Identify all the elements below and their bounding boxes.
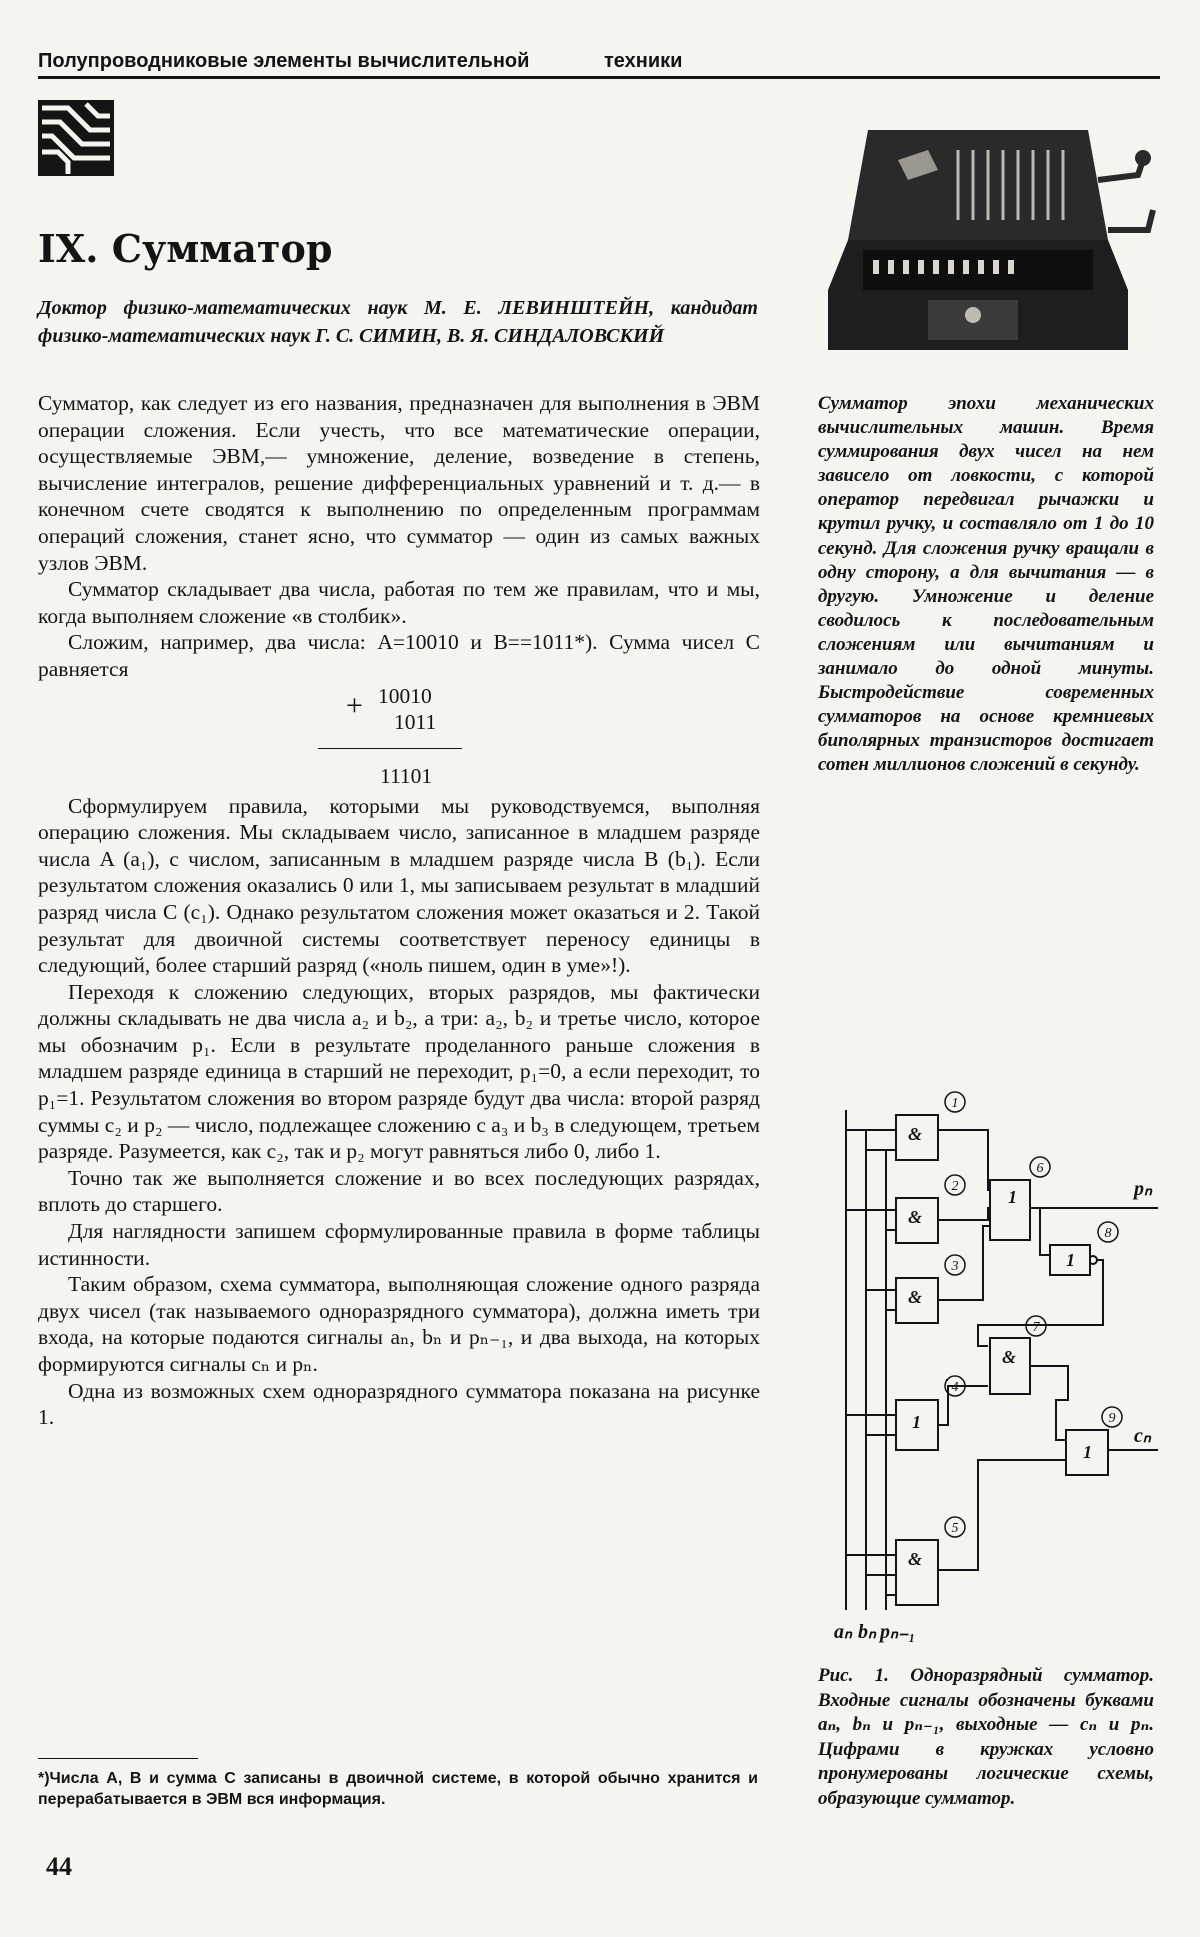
header-left: Полупроводниковые элементы вычислительной — [38, 50, 530, 72]
sum-operand-a: 10010 — [378, 683, 432, 708]
footnote: *)Числа A, B и сумма C записаны в двоичной системе, в которой обычно хранится и перерабатывается в ЭВМ вся информация. — [38, 1770, 758, 1808]
chapter-logo-icon — [38, 100, 114, 176]
gate-label: & — [1002, 1347, 1017, 1367]
gate-label: & — [908, 1207, 923, 1227]
sum-result: 11101 — [380, 763, 433, 788]
gate-number: 4 — [951, 1380, 959, 1395]
gate-label: 1 — [1083, 1442, 1092, 1462]
gate-label: & — [908, 1287, 923, 1307]
paragraph: Сумматор, как следует из его названия, предназначен для выполнения в ЭВМ операции сложения. Если учесть, что все математические операции, осуществляемые ЭВМ,— умножение, деление, возведение в степень, вычисление интегралов, решение дифференциальных уравнений и т. д.— в конечном счете сводятся к выполнению по определенным программам операций сложения, станет ясно, что сумматор — один из самых важных узлов ЭВМ. — [38, 391, 760, 575]
figure-caption: Рис. 1. Одноразрядный сумматор. Входные сигналы обозначены буквами aₙ, bₙ и pₙ₋₁, выходные — cₙ и pₙ. Цифрами в кружках условно пронумерованы логические схемы, образующие сумматор. — [818, 1665, 1154, 1809]
gate-number: 9 — [1108, 1411, 1116, 1426]
paragraph: Сложим, например, два числа: A=10010 и B==1011*). Сумма чисел C равняется — [38, 630, 760, 681]
plus-sign: + — [346, 688, 363, 722]
binary-sum — [38, 683, 760, 793]
mechanical-adder-photo — [808, 120, 1158, 370]
sum-rule — [318, 748, 462, 749]
paragraph: Сформулируем правила, которыми мы руководствуемся, выполняя операцию сложения. Мы складываем число, записанное в младшем разряде числа A (a₁), с числом, записанным в младшем разряде числа B (b₁). Если результатом сложения оказались 0 или 1, мы записываем результат в младший разряд числа C (c₁). Однако результатом сложения может оказаться и 2. Такой результат для двоичной системы соответствует переносу единицы в следующий, более старший разряд («ноль пишем, один в уме»!). — [38, 793, 760, 978]
input-a-label: aₙ — [834, 1621, 852, 1643]
gate-label: & — [908, 1549, 923, 1569]
paragraph: Переходя к сложению следующих, вторых разрядов, мы фактически должны складывать не два числа a₂ и b₂, а три: a₂, b₂ и третье число, которое мы обозначим p₁. Если в результате проделанного раньше сложения в младшем разряде единица в старший не переходит, p₁=0, а если переходит, то p₁=1. Результатом сложения во втором разряде будут два числа: второй разряд суммы c₂ и p₂ — число, подлежащее сложению с a₃ и b₃ в следующем, третьем разряде. Разумеется, как c₂, так и p₂ могут равняться либо 0, либо 1. — [38, 979, 760, 1164]
gate-number: 6 — [1036, 1161, 1044, 1176]
paragraph: Для наглядности запишем сформулированные правила в форме таблицы истинности. — [38, 1219, 760, 1270]
paragraph: Одна из возможных схем одноразрядного сумматора показана на рисунке 1. — [38, 1378, 760, 1430]
gate-label: 1 — [1066, 1250, 1075, 1270]
chapter-title: IX. Сумматор — [38, 226, 333, 271]
gate-number: 5 — [951, 1521, 959, 1536]
footnote-rule — [38, 1758, 198, 1759]
running-header — [38, 50, 1160, 79]
sum-operand-b: 1011 — [394, 709, 437, 734]
page-number: 44 — [46, 1852, 72, 1881]
authors: Доктор физико-математических наук М. Е. ЛЕВИНШТЕЙН, кандидат физико-математических наук Г. С. СИМИН, В. Я. СИНДАЛОВСКИЙ — [38, 297, 758, 347]
paragraph: Таким образом, схема сумматора, выполняющая сложение одного разряда двух чисел (так называемого одноразрядного сумматора), должна иметь три входа, на которые подаются сигналы aₙ, bₙ и pₙ₋₁, и два выхода, на которых формируются сигналы cₙ и pₙ. — [38, 1272, 760, 1376]
adder-circuit-diagram — [808, 1090, 1168, 1650]
gate-label: 1 — [1008, 1187, 1017, 1207]
gate-number: 2 — [951, 1179, 959, 1194]
output-c-label: cₙ — [1134, 1425, 1151, 1447]
gate-number: 7 — [1032, 1320, 1040, 1335]
main-text — [38, 390, 760, 1431]
paragraph: Точно так же выполняется сложение и во всех последующих разрядах, вплоть до старшего. — [38, 1165, 760, 1217]
gate-label: & — [908, 1124, 923, 1144]
photo-caption: Сумматор эпохи механических вычислительных машин. Время суммирования двух чисел на нем зависело от ловкости, с которой оператор передвигал рычажки и крутил ручку, и составляло от 1 до 10 секунд. Для сложения ручку вращали в одну сторону, а для вычитания — в другую. Умножение и деление сводилось к последовательным сложениям или вычитаниям и занимало до одной минуты. Быстродействие современных сумматоров на основе кремниевых биполярных транзисторов достигает сотен миллионов сложений в секунду. — [818, 393, 1154, 776]
gate-number: 3 — [951, 1259, 959, 1274]
input-b-label: bₙ — [858, 1621, 876, 1643]
gate-label: 1 — [912, 1412, 921, 1432]
output-p-label: pₙ — [1134, 1178, 1152, 1200]
input-p-label: pₙ₋₁ — [880, 1621, 916, 1643]
header-right: техники — [604, 50, 683, 72]
paragraph: Сумматор складывает два числа, работая по тем же правилам, что и мы, когда выполняем сложение «в столбик». — [38, 577, 760, 628]
gate-number: 8 — [1104, 1226, 1112, 1241]
gate-number: 1 — [951, 1096, 959, 1111]
